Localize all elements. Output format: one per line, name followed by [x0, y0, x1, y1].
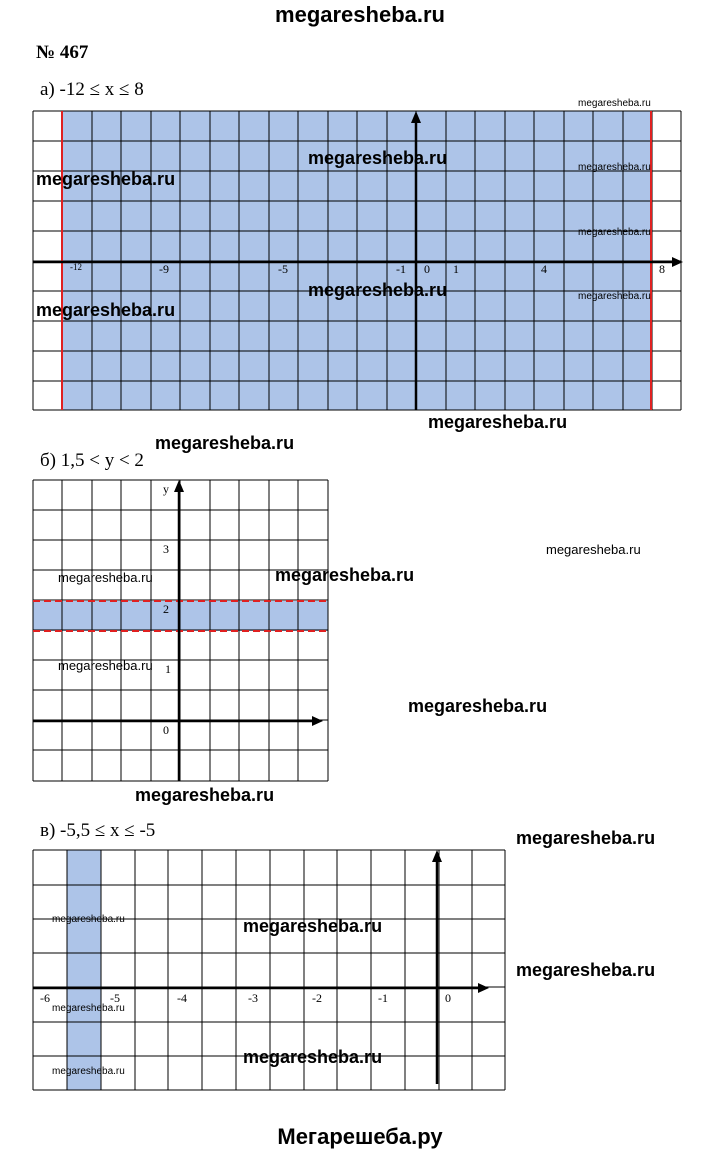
watermark: megaresheba.ru [36, 300, 176, 320]
graph-a-tick: -5 [278, 262, 288, 276]
graph-c-tick: -5 [110, 991, 120, 1005]
graph-a-tick: 1 [453, 262, 459, 276]
watermark: megaresheba.ru [578, 291, 651, 302]
graph-c-tick: -4 [177, 991, 187, 1005]
watermark: megaresheba.ru [135, 785, 275, 805]
graph-b-tick: 0 [163, 723, 169, 737]
watermark: megaresheba.ru [58, 570, 153, 585]
graph-c-region [67, 850, 101, 1090]
watermark: megaresheba.ru [275, 565, 415, 585]
graph-b-tick: 2 [163, 602, 169, 616]
watermark: megaresheba.ru [578, 227, 651, 238]
watermark: megaresheba.ru [308, 280, 448, 300]
graph-c-tick: 0 [445, 991, 451, 1005]
graph-a-tick: 8 [659, 262, 665, 276]
part-c-label: в) -5,5 ≤ x ≤ -5 [40, 820, 156, 841]
part-a-label: а) -12 ≤ x ≤ 8 [40, 79, 144, 100]
watermark: megaresheba.ru [155, 433, 295, 453]
watermark: megaresheba.ru [243, 916, 383, 936]
watermark: megaresheba.ru [546, 542, 641, 557]
graph-b-tick: 3 [163, 542, 169, 556]
graph-c-tick: -2 [312, 991, 322, 1005]
watermark: megaresheba.ru [52, 914, 125, 925]
watermark: megaresheba.ru [408, 696, 548, 716]
graph-c-tick: -6 [40, 991, 50, 1005]
graph-c-tick: -1 [378, 991, 388, 1005]
watermark: megaresheba.ru [243, 1047, 383, 1067]
graph-a-tick: -9 [159, 262, 169, 276]
graph-a-tick: -12 [70, 262, 82, 272]
watermark: megaresheba.ru [58, 658, 153, 673]
graph-c-x-arrow [478, 983, 489, 993]
task-number: № 467 [36, 42, 89, 63]
watermark: megaresheba.ru [516, 960, 656, 980]
graph-c-y-arrow [432, 850, 442, 862]
graph-a-tick: -1 [396, 262, 406, 276]
site-header[interactable]: megaresheba.ru [275, 2, 445, 27]
watermark: megaresheba.ru [578, 98, 651, 109]
watermark: megaresheba.ru [52, 1066, 125, 1077]
part-b-label: б) 1,5 < y < 2 [40, 450, 144, 471]
graph-b-tick: y [163, 482, 169, 496]
watermark: megaresheba.ru [516, 828, 656, 848]
site-footer[interactable]: Мегарешеба.ру [277, 1124, 443, 1149]
watermark: megaresheba.ru [36, 169, 176, 189]
watermark: megaresheba.ru [52, 1003, 125, 1014]
graph-a-tick: 4 [541, 262, 547, 276]
graph-c-tick: -3 [248, 991, 258, 1005]
graph-b-tick: 1 [165, 662, 171, 676]
watermark: megaresheba.ru [578, 162, 651, 173]
watermark: megaresheba.ru [428, 412, 568, 432]
graph-a-tick: 0 [424, 262, 430, 276]
watermark: megaresheba.ru [308, 148, 448, 168]
